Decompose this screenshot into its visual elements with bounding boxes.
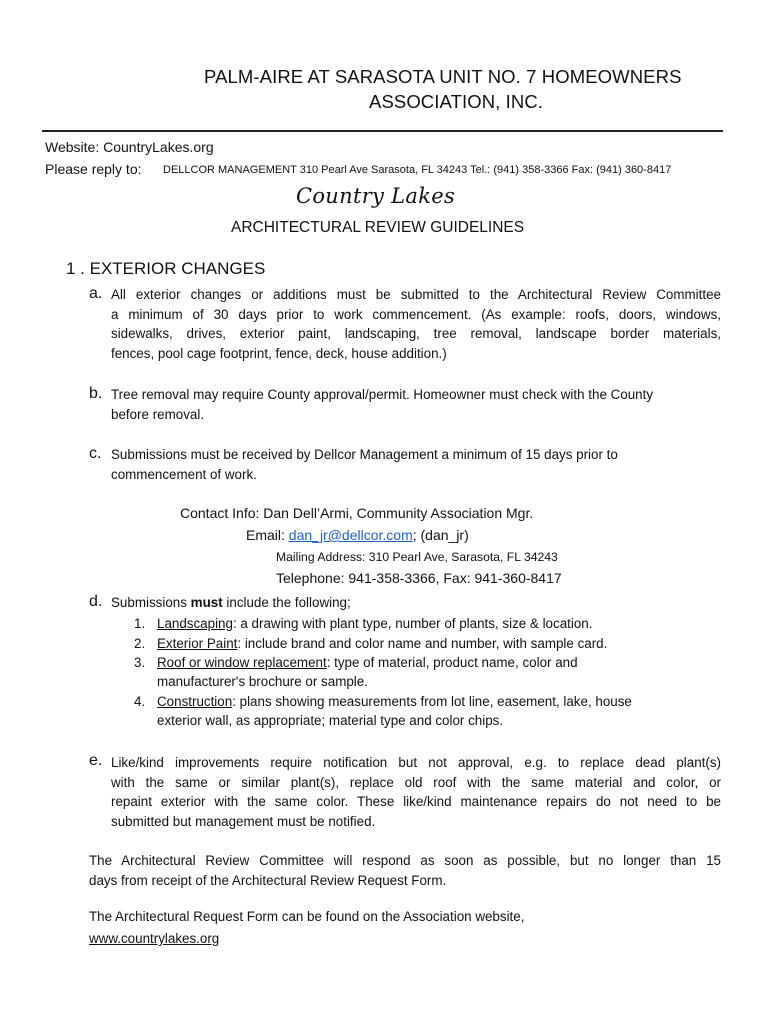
item-d-marker: d. [89,593,103,610]
email-handle: ; (dan_jr) [412,527,469,543]
email-label: Email: [246,527,285,543]
list-item-3-num: 3. [134,655,146,670]
item-a-line: a minimum of 30 days prior to work commencement. (As example: roofs, doors, windows, [111,306,721,322]
item-c-marker: c. [89,445,102,462]
association-website-link[interactable]: www.countrylakes.org [89,931,220,946]
list-item-2 [157,636,607,651]
list-item-2-text: : include brand and color name and number, with sample card. [237,636,608,651]
contact-line: Contact Info: Dan Dell’Armi, Community Association Mgr. [180,505,534,521]
community-name: Country Lakes [296,184,456,208]
list-item-4-text: : plans showing measurements from lot line, easement, lake, house [232,694,632,709]
item-a-line: All exterior changes or additions must be submitted to the Architectural Review Committee [111,287,721,302]
list-item-1-term: Landscaping [157,616,233,631]
item-e-line: Like/kind improvements require notification but not approval, e.g. to replace dead plant(s) [111,755,721,770]
email-link[interactable]: dan_jr@dellcor.com [288,527,413,543]
item-d-intro-start: Submissions [111,595,187,610]
item-d-intro-end: include the following; [226,595,351,610]
telephone-fax: Telephone: 941-358-3366, Fax: 941-360-8417 [276,570,562,586]
section-heading: 1 . EXTERIOR CHANGES [66,259,266,278]
item-b-marker: b. [89,385,103,402]
reply-address: DELLCOR MANAGEMENT 310 Pearl Ave Sarasota, FL 34243 Tel.: (941) 358-3366 Fax: (941) 360-8417 [163,164,672,176]
item-e-marker: e. [89,752,103,769]
title-line-1: PALM-AIRE AT SARASOTA UNIT NO. 7 HOMEOWNERS [204,66,682,87]
website-text: Website: CountryLakes.org [45,139,214,155]
list-item-4-num: 4. [134,694,146,709]
request-form-paragraph: The Architectural Request Form can be found on the Association website, [89,909,525,924]
list-item-2-term: Exterior Paint [157,636,238,651]
list-item-1 [157,616,592,631]
reply-label: Please reply to: [45,161,142,177]
list-item-4-term: Construction [157,694,233,709]
mailing-address: Mailing Address: 310 Pearl Ave, Sarasota, FL 34243 [276,550,558,564]
item-a-line: sidewalks, drives, exterior paint, landscaping, tree removal, landscape border materials, [111,326,721,341]
list-item-3-text: : type of material, product name, color and [326,655,578,670]
item-d-intro [111,595,351,610]
item-a-line: fences, pool cage footprint, fence, deck, house addition.) [111,345,447,361]
item-e-line: with the same or similar plant(s), replace old roof with the same material and color, or [111,774,721,790]
item-e-text [111,753,721,831]
item-c-text [111,445,721,484]
item-c-line: Submissions must be received by Dellcor Management a minimum of 15 days prior to [111,447,618,462]
list-item-3-term: Roof or window replacement [157,655,327,670]
document-title: ARCHITECTURAL REVIEW GUIDELINES [231,219,525,236]
item-b-line: Tree removal may require County approval/permit. Homeowner must check with the County [111,387,654,402]
item-c-line: commencement of work. [111,466,257,482]
list-item-1-num: 1. [134,616,146,631]
item-b-text [111,385,721,424]
list-item-4-continuation: exterior wall, as appropriate; material type and color chips. [157,713,504,728]
header-divider [42,130,723,132]
item-e-line: repaint exterior with the same color. These like/kind maintenance repairs do not need to be [111,794,721,809]
list-item-2-num: 2. [134,636,146,651]
response-line: The Architectural Review Committee will respond as soon as possible, but no longer than 15 [89,853,721,868]
list-item-3-continuation: manufacturer's brochure or sample. [157,674,368,689]
list-item-3 [157,655,578,670]
item-e-line: submitted but management must be notified. [111,813,376,829]
list-item-1-text: : a drawing with plant type, number of plants, size & location. [232,616,593,631]
title-line-2: ASSOCIATION, INC. [369,91,544,112]
item-a-marker: a. [89,285,103,302]
item-a-text [111,285,721,363]
contact-email-row [246,527,469,543]
item-b-line: before removal. [111,406,205,422]
response-line: days from receipt of the Architectural Review Request Form. [89,872,447,888]
list-item-4 [157,694,632,709]
item-d-intro-emphasis: must [190,595,223,610]
response-time-paragraph [89,851,721,890]
